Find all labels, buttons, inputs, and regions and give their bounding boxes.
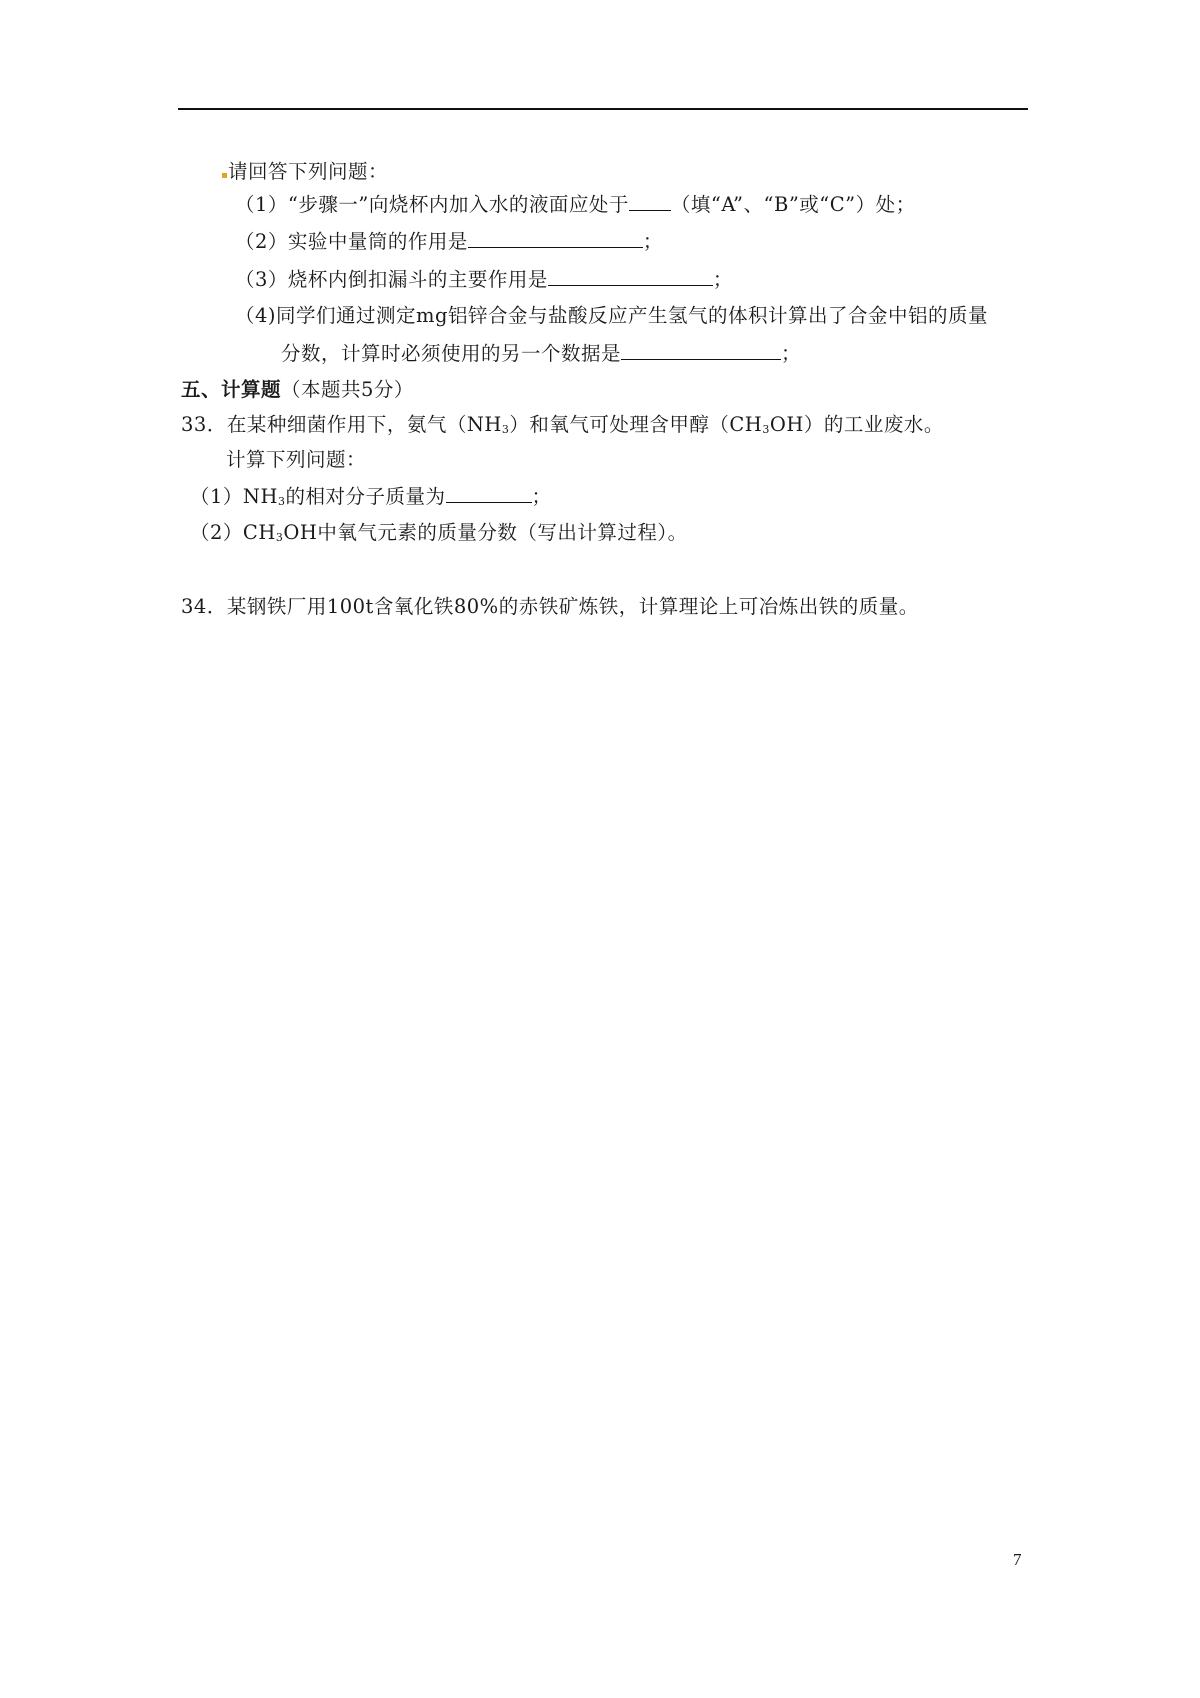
intro-line xyxy=(222,158,388,186)
q4-answer-blank[interactable] xyxy=(621,341,781,360)
question-4-line2 xyxy=(281,340,801,368)
q33-prompt-text: 计算下列问题： xyxy=(226,448,367,471)
q33-1-answer-blank[interactable] xyxy=(446,484,532,503)
q33-subscript-1: 3 xyxy=(501,423,510,436)
q33-2-subscript: 3 xyxy=(275,531,284,544)
section-5-heading xyxy=(181,376,414,404)
q33-text-b: ）和氧气可处理含甲醇（CH xyxy=(509,413,763,436)
q33-2-text-a: （2）CH xyxy=(190,521,276,544)
q4-text-line2: 分数，计算时必须使用的另一个数据是 xyxy=(281,342,622,365)
question-33-2 xyxy=(190,519,688,552)
question-2 xyxy=(235,228,663,256)
edit-marker-icon xyxy=(222,173,227,178)
q2-tail: ； xyxy=(642,230,663,253)
question-33-1 xyxy=(190,483,552,516)
question-33-prompt xyxy=(226,446,366,474)
question-4-line1 xyxy=(235,302,988,330)
q1-text: （1）“步骤一”向烧杯内加入水的液面应处于 xyxy=(235,193,629,216)
intro-text: 请回答下列问题： xyxy=(228,160,389,183)
q33-1-tail: ； xyxy=(531,485,552,508)
q2-text: （2）实验中量筒的作用是 xyxy=(235,230,468,253)
header-rule xyxy=(178,108,1028,110)
q33-subscript-2: 3 xyxy=(762,423,770,436)
q33-text-c: OH）的工业废水。 xyxy=(769,413,944,436)
q33-1-text-b: 的相对分子质量为 xyxy=(285,485,446,508)
q3-answer-blank[interactable] xyxy=(548,267,713,286)
q4-text-line1: （4)同学们通过测定mg铝锌合金与盐酸反应产生氢气的体积计算出了合金中铝的质量 xyxy=(235,304,988,327)
q1-answer-blank[interactable] xyxy=(629,192,671,211)
q1-tail: （填“A”、“B”或“C”）处； xyxy=(670,193,916,216)
question-34 xyxy=(181,593,919,621)
q2-answer-blank[interactable] xyxy=(468,229,643,248)
q3-text: （3）烧杯内倒扣漏斗的主要作用是 xyxy=(235,268,548,291)
page-number: 7 xyxy=(1013,1550,1022,1569)
q33-2-text-b: OH中氧气元素的质量分数（写出计算过程）。 xyxy=(283,521,688,544)
question-1 xyxy=(235,191,916,219)
q3-tail: ； xyxy=(712,268,733,291)
section-5-title: 五、计算题 xyxy=(181,378,282,401)
q33-text-a: 33．在某种细菌作用下，氨气（NH xyxy=(181,413,502,436)
q33-1-subscript: 3 xyxy=(277,495,286,508)
q4-tail: ； xyxy=(781,342,802,365)
q34-text: 34．某钢铁厂用100t含氧化铁80%的赤铁矿炼铁，计算理论上可冶炼出铁的质量。 xyxy=(181,595,919,618)
q33-1-text-a: （1）NH xyxy=(190,485,278,508)
question-33 xyxy=(181,411,944,444)
question-3 xyxy=(235,266,733,294)
section-5-note: （本题共5分） xyxy=(281,378,414,401)
